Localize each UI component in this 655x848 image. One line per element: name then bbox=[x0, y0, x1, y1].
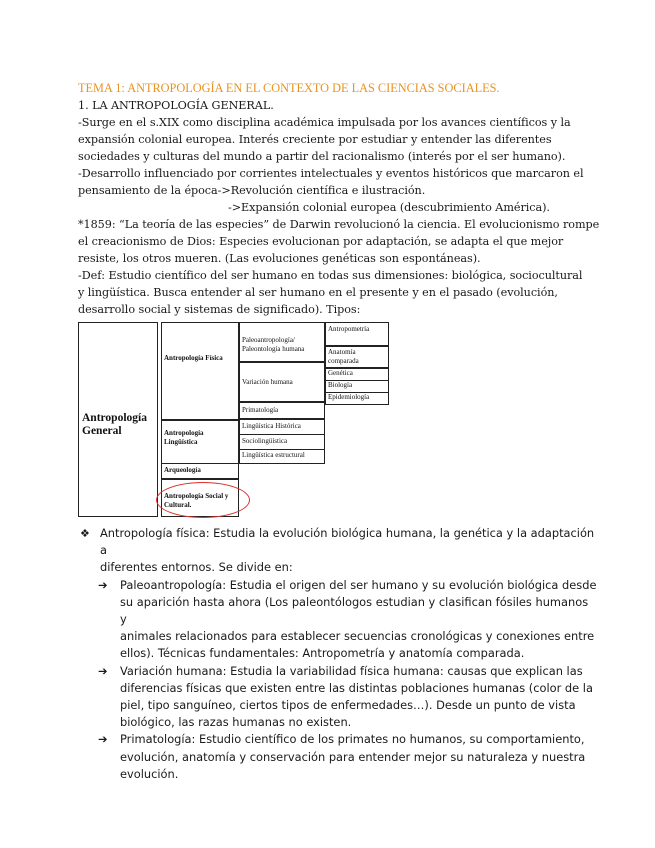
diagram-biologia-label: Biología bbox=[328, 381, 353, 389]
text-line: y lingüística. Busca entender al ser humano en el presente y en el pasado (evolución, bbox=[78, 286, 558, 299]
diagram-linguistica-label: Antropología Lingüística bbox=[164, 429, 204, 446]
text-line: *1859: “La teoría de las especies” de Darwin revolucionó la ciencia. El evolucionismo rompe bbox=[78, 218, 600, 231]
diagram-fisica-box bbox=[161, 322, 239, 420]
bullet-variacion: ➔ Variación humana: Estudia la variabilidad física humana: causas que explican las diferencias físicas que existen entre las distintas poblaciones humanas (color de la piel, tipo sanguíneo, ciertos tipos de enfermedades…). Desde un punto de vista biológico, las razas humanas no existen. bbox=[98, 663, 593, 730]
diamond-bullet-icon: ❖ bbox=[80, 527, 90, 540]
text-line: expansión colonial europea. Interés creciente por estudiar y entender las diferentes bbox=[78, 133, 552, 146]
diagram-primatologia-label: Primatología bbox=[242, 406, 279, 414]
diagram-ling-hist-label: Lingüística Histórica bbox=[242, 422, 301, 430]
section-heading: 1. LA ANTROPOLOGÍA GENERAL. bbox=[78, 99, 274, 112]
diagram-epidemiologia-label: Epidemiología bbox=[328, 393, 370, 401]
diagram-root-label: Antropología General bbox=[82, 412, 147, 437]
arrow-bullet-icon: ➔ bbox=[98, 732, 108, 747]
highlight-circle bbox=[156, 482, 250, 518]
text-line: pensamiento de la época->Revolución científica e ilustración. bbox=[78, 184, 426, 197]
diagram-variacion-label: Variación humana bbox=[242, 378, 293, 386]
arrow-bullet-icon: ➔ bbox=[98, 663, 108, 678]
diagram-anatomia-label: Anatomía comparada bbox=[328, 348, 359, 365]
text-line: el creacionismo de Dios: Especies evolucionan por adaptación, se adapta el que mejor bbox=[78, 235, 564, 248]
bullet-list bbox=[78, 525, 598, 783]
bullet-fisica: ❖ Antropología física: Estudia la evolución biológica humana, la genética y la adaptación a diferentes entornos. Se divide en: bbox=[80, 526, 595, 575]
document-title: TEMA 1: ANTROPOLOGÍA EN EL CONTEXTO DE LAS CIENCIAS SOCIALES. bbox=[78, 81, 500, 95]
text-line: -Surge en el s.XIX como disciplina académica impulsada por los avances científicos y la bbox=[78, 116, 571, 129]
text-line: resiste, los otros mueren. (Las evoluciones genéticas son espontáneas). bbox=[78, 252, 481, 265]
diagram-ling-estr-label: Lingüística estructural bbox=[242, 451, 305, 459]
diagram-social-label: Antropología Social y Cultural. bbox=[164, 492, 229, 509]
arrow-bullet-icon: ➔ bbox=[98, 577, 108, 592]
anthropology-diagram bbox=[78, 322, 388, 517]
diagram-genetica-label: Genética bbox=[328, 369, 353, 377]
text-line: desarrollo social y sistemas de significado). Tipos: bbox=[78, 303, 361, 316]
text-line: sociedades y culturas del mundo a partir del racionalismo (interés por el ser humano). bbox=[78, 150, 566, 163]
bullet-primatologia: ➔ Primatología: Estudio científico de los primates no humanos, su comportamiento, evolución, anatomía y conservación para entender mejor su naturaleza y nuestra evolución. bbox=[98, 732, 586, 781]
diagram-paleo-label: Paleoantropología/ Paleontología humana bbox=[242, 336, 305, 353]
diagram-arqueologia-label: Arqueología bbox=[164, 466, 201, 474]
diagram-socioling-label: Sociolingüística bbox=[242, 437, 288, 445]
diagram-fisica-label: Antropología Física bbox=[164, 354, 223, 362]
document-body bbox=[78, 80, 600, 318]
text-line: -Def: Estudio científico del ser humano en todas sus dimensiones: biológica, sociocultural bbox=[78, 269, 583, 282]
diagram-antropometria-label: Antropometría bbox=[328, 325, 370, 333]
text-line: ->Expansión colonial europea (descubrimiento América). bbox=[228, 201, 550, 214]
text-line: -Desarrollo influenciado por corrientes intelectuales y eventos históricos que marcaron el bbox=[78, 167, 584, 180]
bullet-paleo: ➔ Paleoantropología: Estudia el origen del ser humano y su evolución biológica desde su aparición hasta ahora (Los paleontólogos estudian y clasifican fósiles humanos y animales relacionados para establecer secuencias cronológicas y conexiones entre ellos). Técnicas fundamentales: Antropometría y anatomía comparada. bbox=[98, 577, 597, 661]
